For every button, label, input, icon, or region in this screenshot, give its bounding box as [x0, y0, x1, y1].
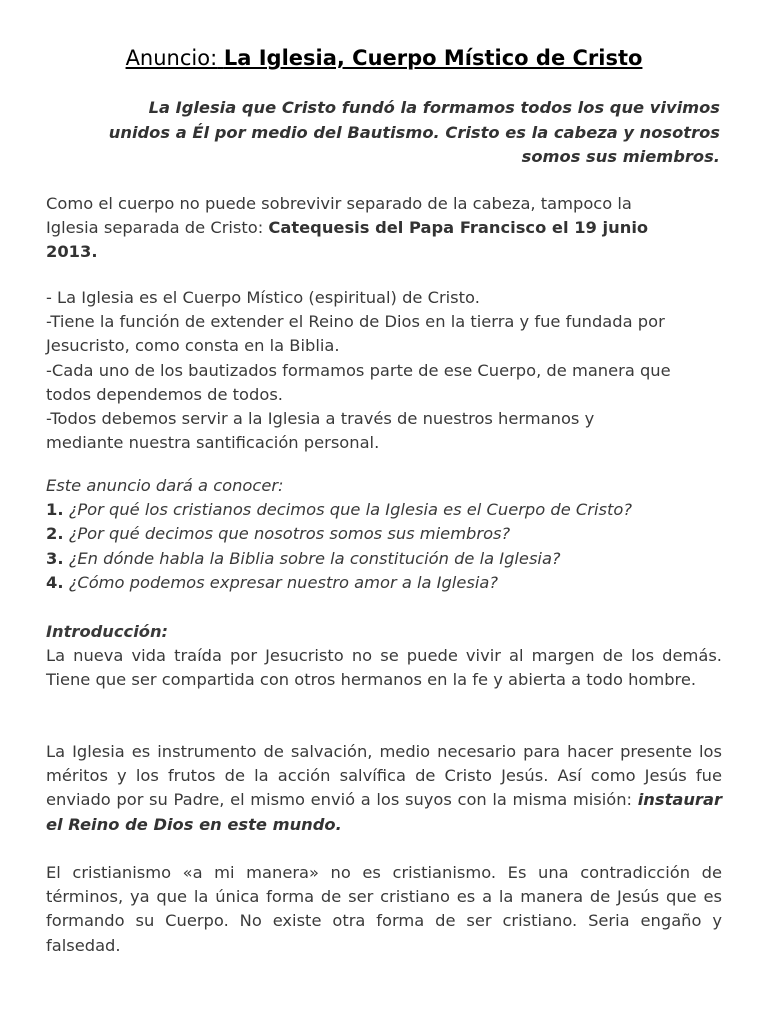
document-title: [0, 46, 768, 70]
questions-list: [46, 474, 722, 595]
question-text: ¿En dónde habla la Biblia sobre la constitución de la Iglesia?: [68, 548, 561, 568]
introduction-heading: Introducción:: [46, 622, 169, 641]
lead-quote: [46, 96, 720, 170]
salvation-text: [46, 740, 722, 837]
question-text: ¿Cómo podemos expresar nuestro amor a la Iglesia?: [68, 572, 498, 592]
christianity-paragraph: [46, 861, 722, 958]
question-item: [46, 571, 722, 595]
title-prefix: Anuncio:: [125, 46, 218, 70]
point-line: todos dependemos de todos.: [46, 384, 283, 404]
intro-line: [46, 216, 722, 240]
intro-line: Como el cuerpo no puede sobrevivir separado de la cabeza, tampoco la: [46, 194, 632, 213]
question-number: 2.: [46, 524, 64, 544]
salvation-body: La Iglesia es instrumento de salvación, medio necesario para hacer presente los méritos y los frutos de la acción salvífica de Cristo Jesús. Así como Jesús fue enviado por su Padre, el mismo envió a los suyos con la misma misión:: [46, 742, 722, 810]
question-number: 1.: [46, 500, 64, 520]
point-line: -Cada uno de los bautizados formamos parte de ese Cuerpo, de manera que: [46, 360, 671, 380]
point-line: -Todos debemos servir a la Iglesia a través de nuestros hermanos y: [46, 409, 595, 429]
lead-line: unidos a Él por medio del Bautismo. Cristo es la cabeza y nosotros: [108, 122, 720, 142]
question-text: ¿Por qué decimos que nosotros somos sus miembros?: [68, 524, 511, 544]
lead-line: La Iglesia que Cristo fundó la formamos todos los que vivimos: [148, 98, 720, 117]
intro-text: Iglesia separada de Cristo:: [46, 218, 269, 238]
point-line: - La Iglesia es el Cuerpo Místico (espiritual) de Cristo.: [46, 288, 480, 307]
intro-paragraph: [46, 192, 722, 265]
introduction-text: La nueva vida traída por Jesucristo no se puede vivir al margen de los demás. Tiene que ser compartida con otros hermanos en la fe y abierta a todo hombre.: [46, 646, 722, 690]
point-line: -Tiene la función de extender el Reino de Dios en la tierra y fue fundada por: [46, 312, 665, 332]
question-item: [46, 498, 722, 522]
introduction-section: [46, 620, 722, 693]
questions-intro: Este anuncio dará a conocer:: [46, 476, 284, 495]
point-line: Jesucristo, como consta en la Biblia.: [46, 336, 340, 356]
question-item: [46, 522, 722, 546]
question-item: [46, 547, 722, 571]
salvation-paragraph: [46, 740, 722, 837]
christianity-text: El cristianismo «a mi manera» no es cristianismo. Es una contradicción de términos, ya que la única forma de ser cristiano es a la manera de Jesús que es formando su Cuerpo. No existe otra forma de ser cristiano. Seria engaño y falsedad.: [46, 863, 722, 955]
point-line: mediante nuestra santificación personal.: [46, 433, 380, 453]
catechesis-year: 2013.: [46, 242, 98, 262]
points-list: [46, 286, 722, 455]
question-number: 4.: [46, 572, 64, 592]
catechesis-reference: Catequesis del Papa Francisco el 19 junio: [268, 218, 649, 238]
lead-line: somos sus miembros.: [521, 147, 720, 166]
mission-emphasis: instaurar el Reino de Dios en este mundo.: [46, 790, 722, 834]
title-main: La Iglesia, Cuerpo Místico de Cristo: [223, 46, 643, 70]
question-text: ¿Por qué los cristianos decimos que la Iglesia es el Cuerpo de Cristo?: [68, 500, 632, 520]
question-number: 3.: [46, 548, 64, 568]
